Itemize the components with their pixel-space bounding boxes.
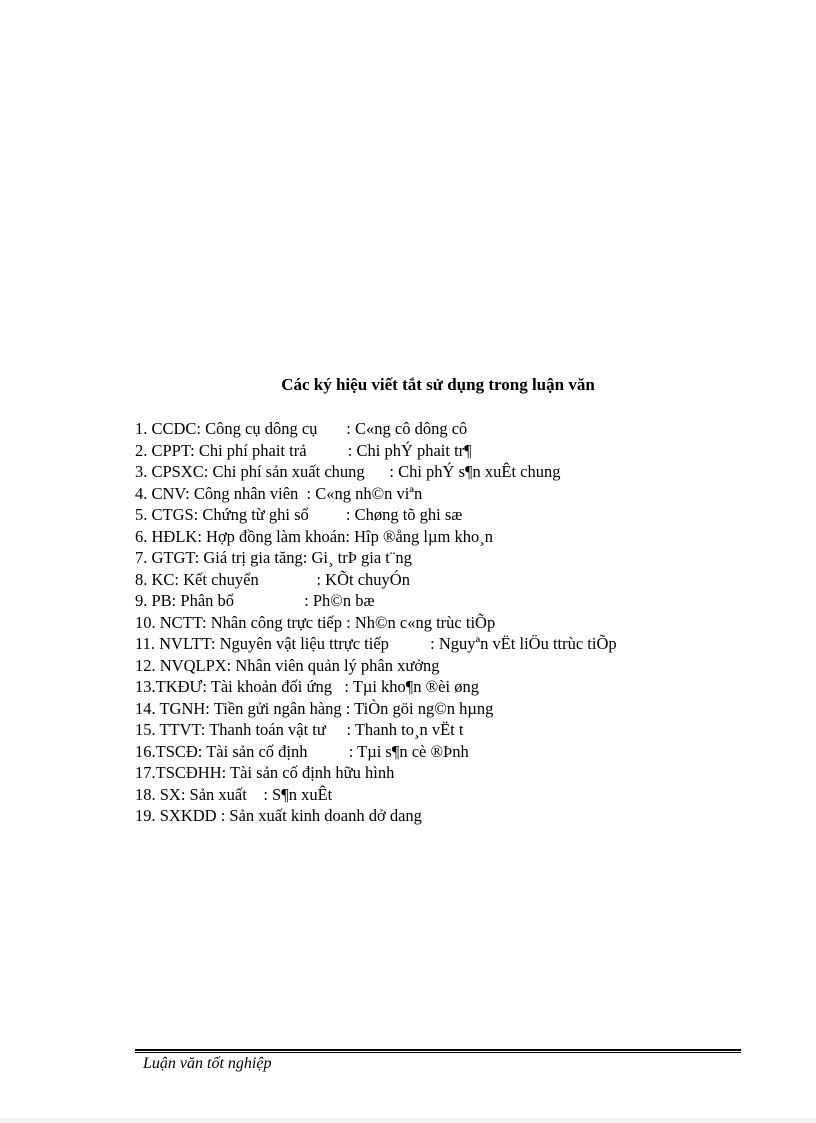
list-item: 11. NVLTT: Nguyên vật liệu ttrực tiếp : Nguyªn vËt liÖu ttrùc tiÕp [135, 634, 617, 653]
page-edge [0, 1118, 816, 1123]
list-item: 19. SXKDD : Sản xuất kinh doanh dở dang [135, 806, 422, 825]
list-item: 16.TSCĐ: Tài sản cố định : Tµi s¶n cè ®Þnh [135, 741, 469, 761]
list-item: 12. NVQLPX: Nhân viên quản lý phân xưởng [135, 655, 440, 675]
list-item: 17.TSCĐHH: Tài sản cố định hữu hình [135, 763, 395, 782]
footer-divider-thin [135, 1052, 741, 1053]
list-item: 18. SX: Sản xuất : S¶n xuÊt [135, 784, 333, 804]
list-item: 8. KC: Kết chuyển : KÕt chuyÓn [135, 569, 410, 589]
list-item: 5. CTGS: Chứng từ ghi sổ : Chøng tõ ghi sæ [135, 505, 463, 524]
list-item: 2. CPPT: Chi phí phait trả : Chi phÝ phait tr¶ [135, 440, 472, 460]
list-item: 9. PB: Phân bổ : Ph©n bæ [135, 591, 375, 610]
list-item: 4. CNV: Công nhân viên : C«ng nh©n viªn [135, 483, 423, 503]
list-item: 14. TGNH: Tiền gửi ngân hàng : TiÒn göi ng©n hµng [135, 698, 494, 718]
page-footer: Luận văn tốt nghiệp [143, 1055, 272, 1072]
list-item: 10. NCTT: Nhân công trực tiếp : Nh©n c«ng trùc tiÕp [135, 612, 496, 632]
list-item: 1. CCDC: Công cụ dông cụ : C«ng cô dông cô [135, 419, 468, 438]
list-item: 6. HĐLK: Hợp đồng làm khoán: Hîp ®ång lµm kho¸n [135, 526, 493, 546]
page-title: Các ký hiệu viết tắt sử dụng trong luận văn [281, 375, 595, 394]
list-item: 15. TTVT: Thanh toán vật tư : Thanh to¸n vËt t [135, 720, 464, 739]
list-item: 7. GTGT: Giá trị gia tăng: Gi¸ trÞ gia t¨ng [135, 548, 412, 567]
list-item: 3. CPSXC: Chi phí sản xuất chung : Chi phÝ s¶n xuÊt chung [135, 462, 561, 481]
list-item: 13.TKĐƯ: Tài khoản đối ứng : Tµi kho¶n ®èi øng [135, 677, 479, 696]
footer-divider [135, 1049, 741, 1051]
abbreviation-list [135, 418, 617, 827]
